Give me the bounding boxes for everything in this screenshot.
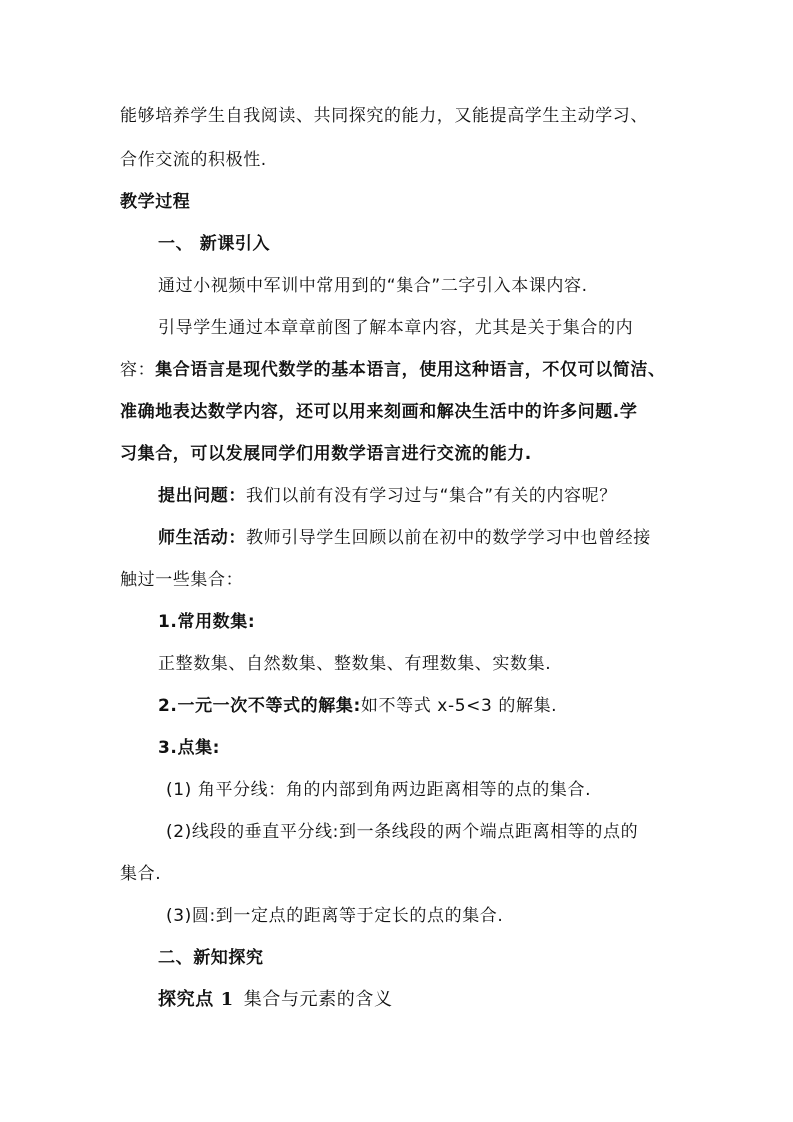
question-label: 提出问题：	[158, 486, 246, 506]
subitem-2-line-2: 集合.	[120, 864, 162, 884]
intro-line-2: 合作交流的积极性.	[120, 150, 267, 170]
intro-line-1: 能够培养学生自我阅读、共同探究的能力，又能提高学生主动学习、	[120, 106, 648, 126]
activity-text: 教师引导学生回顾以前在初中的数学学习中也曾经接	[246, 528, 651, 548]
activity-label: 师生活动：	[158, 528, 246, 548]
paragraph-2-lead: 容：	[120, 360, 156, 380]
subitem-1: (1) 角平分线：角的内部到角两边距离相等的点的集合.	[166, 780, 592, 800]
item2-title: 2.一元一次不等式的解集:	[158, 696, 361, 716]
item1-text: 正整数集、自然数集、整数集、有理数集、实数集.	[158, 654, 552, 674]
explore-point-1	[158, 988, 393, 1012]
activity-line-2: 触过一些集合：	[120, 570, 244, 590]
item1-title: 1.常用数集:	[158, 612, 256, 632]
subitem-3: (3)圆:到一定点的距离等于定长的点的集合.	[166, 906, 504, 926]
teaching-process-heading: 教学过程	[120, 192, 191, 212]
question-line	[158, 484, 617, 508]
section1-paragraph-2-line-2	[120, 358, 666, 382]
question-text: 我们以前有没有学习过与“集合”有关的内容呢？	[246, 486, 617, 506]
item2-text: 如不等式 x-5<3 的解集.	[360, 696, 558, 716]
explore-point-1-title: 集合与元素的含义	[243, 989, 393, 1010]
explore-point-1-label: 探究点 1	[158, 989, 234, 1010]
activity-line-1	[158, 526, 651, 550]
section1-paragraph-2-line-3: 准确地表达数学内容，还可以用来刻画和解决生活中的许多问题.学	[120, 402, 638, 422]
item2-line	[158, 694, 557, 718]
subitem-2-line-1: (2)线段的垂直平分线:到一条线段的两个端点距离相等的点的	[166, 822, 639, 842]
section1-paragraph-2-line-1: 引导学生通过本章章前图了解本章内容，尤其是关于集合的内	[158, 318, 634, 338]
section1-paragraph-1: 通过小视频中军训中常用到的“集合”二字引入本课内容.	[158, 276, 588, 296]
section1-paragraph-2-line-4: 习集合，可以发展同学们用数学语言进行交流的能力.	[120, 444, 532, 464]
item3-title: 3.点集:	[158, 738, 221, 758]
paragraph-2-emphasis: 集合语言是现代数学的基本语言，使用这种语言，不仅可以简洁、	[155, 360, 666, 380]
section1-title: 一、 新课引入	[158, 234, 271, 254]
section2-title: 二、新知探究	[158, 948, 264, 968]
